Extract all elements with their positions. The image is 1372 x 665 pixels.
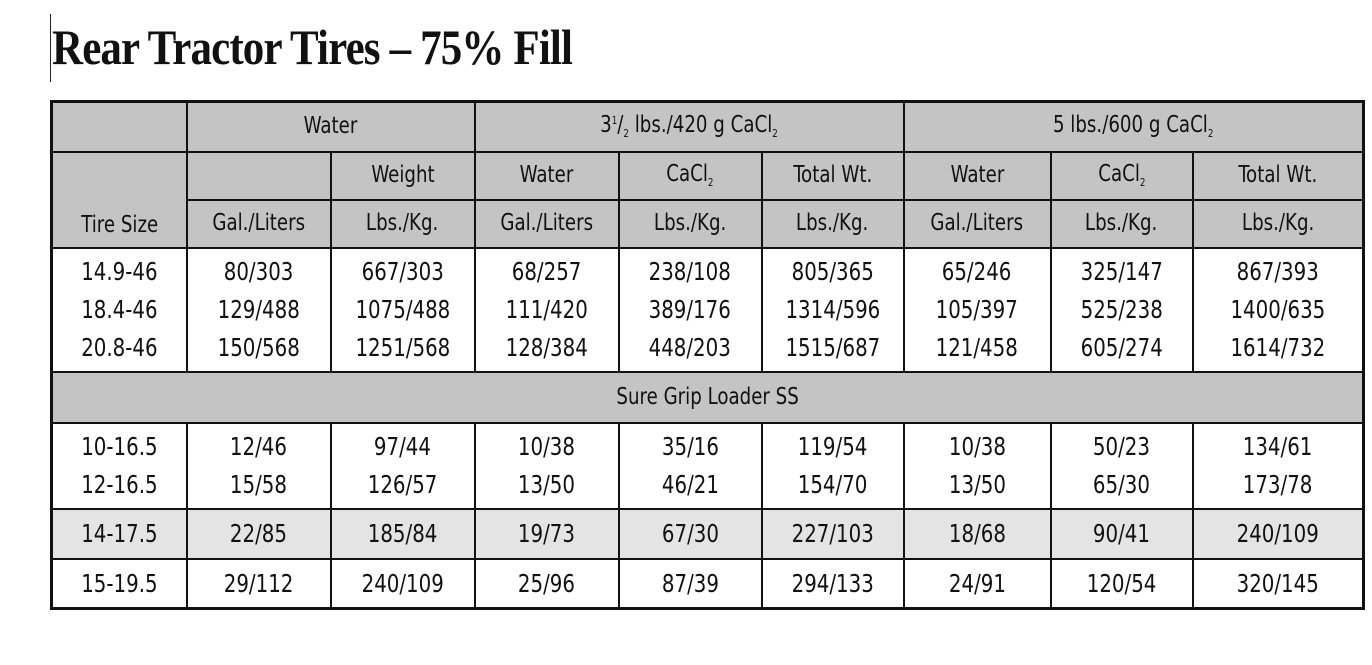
header-group-water: Water — [187, 102, 475, 152]
unit-gal-liters: Gal./Liters — [904, 200, 1051, 248]
table-cell: 18/68 — [904, 509, 1051, 559]
table-cell: 50/23 65/30 — [1051, 423, 1193, 509]
table-cell: 805/365 1314/596 1515/687 — [762, 248, 904, 372]
header-cacl-5: CaCl$_2$ — [1051, 152, 1193, 200]
table-cell: 68/257 111/420 128/384 — [475, 248, 619, 372]
unit-gal-liters: Gal./Liters — [187, 200, 331, 248]
unit-lbs-kg: Lbs./Kg. — [619, 200, 762, 248]
header-group-35lbs: $3^1/_2$ lbs./420 g CaCl$_2$ — [475, 102, 904, 152]
table-cell: 29/112 — [187, 559, 331, 609]
table-cell: 90/41 — [1051, 509, 1193, 559]
table-cell: 25/96 — [475, 559, 619, 609]
table-cell: 238/108 389/176 448/203 — [619, 248, 762, 372]
title-rule — [50, 14, 51, 82]
table-cell: 240/109 — [331, 559, 475, 609]
table-cell: 325/147 525/238 605/274 — [1051, 248, 1193, 372]
unit-gal-liters: Gal./Liters — [475, 200, 619, 248]
table-cell: 294/133 — [762, 559, 904, 609]
table-cell: 22/85 — [187, 509, 331, 559]
table-cell: 320/145 — [1193, 559, 1364, 609]
table-cell: 67/30 — [619, 509, 762, 559]
table-cell: 119/54 154/70 — [762, 423, 904, 509]
table-cell: 19/73 — [475, 509, 619, 559]
table-cell: 15-19.5 — [52, 559, 187, 609]
page-title: Rear Tractor Tires – 75% Fill — [52, 19, 573, 75]
header-empty — [187, 152, 331, 200]
table-cell: 867/393 1400/635 1614/732 — [1193, 248, 1364, 372]
header-total-35: Total Wt. — [762, 152, 904, 200]
section-label: Sure Grip Loader SS — [52, 372, 1364, 423]
unit-lbs-kg: Lbs./Kg. — [331, 200, 475, 248]
table-cell: 240/109 — [1193, 509, 1364, 559]
table-cell: 87/39 — [619, 559, 762, 609]
header-water-35: Water — [475, 152, 619, 200]
table-cell: 10-16.5 12-16.5 — [52, 423, 187, 509]
table-cell: 97/44 126/57 — [331, 423, 475, 509]
unit-lbs-kg: Lbs./Kg. — [1193, 200, 1364, 248]
table-cell: 120/54 — [1051, 559, 1193, 609]
header-water-5: Water — [904, 152, 1051, 200]
header-corner — [52, 102, 187, 152]
table-cell: 35/16 46/21 — [619, 423, 762, 509]
table-cell: 24/91 — [904, 559, 1051, 609]
table-cell: 10/38 13/50 — [904, 423, 1051, 509]
unit-lbs-kg: Lbs./Kg. — [762, 200, 904, 248]
table-row — [52, 509, 1364, 559]
header-tire-size: Tire Size — [52, 152, 187, 248]
section-row — [52, 372, 1364, 423]
table-cell: 134/61 173/78 — [1193, 423, 1364, 509]
table-row — [52, 559, 1364, 609]
tire-fill-table — [50, 100, 1365, 610]
table-cell: 10/38 13/50 — [475, 423, 619, 509]
loader-row-group — [52, 423, 1364, 509]
table-cell: 65/246 105/397 121/458 — [904, 248, 1051, 372]
table-cell: 14-17.5 — [52, 509, 187, 559]
header-group-5lbs: 5 lbs./600 g CaCl$_2$ — [904, 102, 1364, 152]
table-cell: 667/303 1075/488 1251/568 — [331, 248, 475, 372]
unit-lbs-kg: Lbs./Kg. — [1051, 200, 1193, 248]
table-cell: 14.9-46 18.4-46 20.8-46 — [52, 248, 187, 372]
rear-tires-row-group — [52, 248, 1364, 372]
table-cell: 12/46 15/58 — [187, 423, 331, 509]
header-total-5: Total Wt. — [1193, 152, 1364, 200]
table-cell: 185/84 — [331, 509, 475, 559]
header-weight: Weight — [331, 152, 475, 200]
header-cacl-35: CaCl$_2$ — [619, 152, 762, 200]
table-cell: 80/303 129/488 150/568 — [187, 248, 331, 372]
table-cell: 227/103 — [762, 509, 904, 559]
